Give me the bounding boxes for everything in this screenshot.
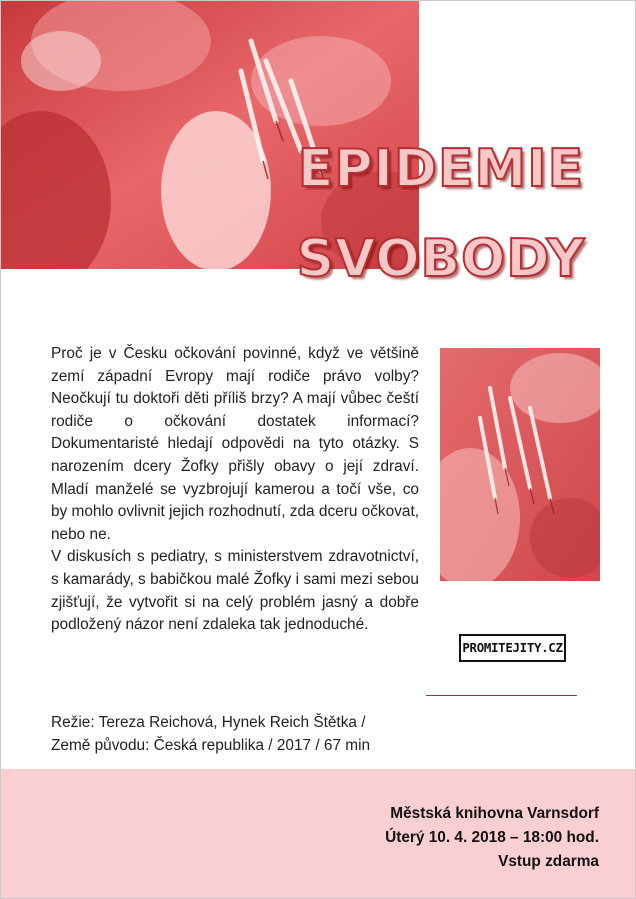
side-photo-syringes (440, 348, 600, 581)
event-venue: Městská knihovna Varnsdorf (390, 805, 599, 822)
film-description (51, 343, 419, 637)
promitejity-logo: PROMITEJITY.CZ (459, 634, 566, 662)
event-admission: Vstup zdarma (498, 853, 599, 870)
title-line-1: EPIDEMIE (297, 139, 585, 199)
credits-origin: Země původu: Česká republika / 2017 / 67 min (51, 737, 371, 754)
event-datetime: Úterý 10. 4. 2018 – 18:00 hod. (385, 829, 599, 846)
side-photo-illustration (440, 348, 600, 581)
credits-director: Režie: Tereza Reichová, Hynek Reich Štětka / (51, 714, 366, 731)
film-credits (51, 711, 431, 757)
divider-line (426, 695, 577, 696)
event-info (385, 802, 599, 874)
description-paragraph-1: Proč je v Česku očkování povinné, když ve většině zemí západní Evropy mají rodiče právo volby? Neočkují tu doktoři děti příliš brzy? A mají vůbec čeští rodiče o očkování dostatek informací? Dokumentaristé hledají odpovědi na tyto otázky. S narozením dcery Žofky přišly obavy o její zdraví. Mladí manželé se vyzbrojují kamerou a točí vše, co by mohlo ovlivnit jejich rozhodnutí, zda dceru očkovat, nebo ne. (51, 345, 419, 543)
description-paragraph-2: V diskusích s pediatry, s ministerstvem zdravotnictví, s kamarády, s babičkou malé Žofky i sami mezi sebou zjišťují, že vytvořit si na celý problém jasný a dobře podložený názor není zdaleka tak jednoduché. (51, 548, 419, 634)
title-line-2: SVOBODY (296, 229, 586, 289)
